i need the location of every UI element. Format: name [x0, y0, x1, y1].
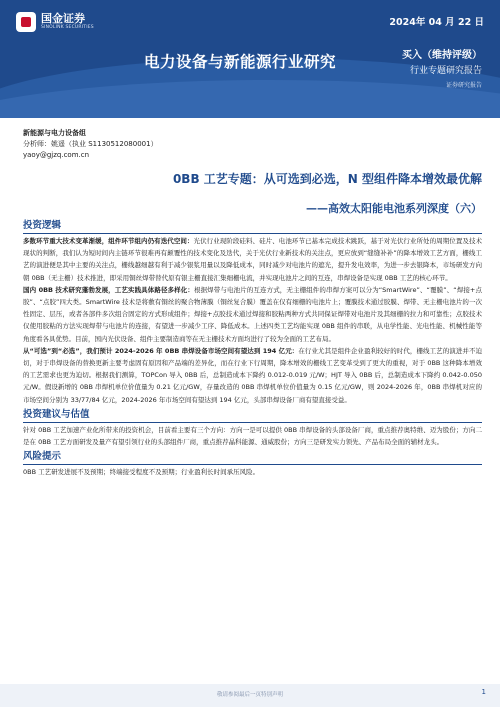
section-heading-risk: 风险提示 [23, 450, 482, 465]
logic-paragraph-3-lead: 从“可选”到“必选”，我们预计 2024-2026 年 0BB 串焊设备市场空间有望达到 194 亿元： [23, 346, 299, 355]
page-number: 1 [481, 688, 486, 696]
report-title: 0BB 工艺专题：从可选到必选，N 型组件降本增效最优解 [172, 172, 482, 186]
logic-paragraph-2-lead: 国内 0BB 技术研究蓬勃发展，工艺实践具体路径多样化： [23, 285, 194, 294]
footer-disclaimer: 敬请参阅最后一页特别声明 [216, 692, 283, 698]
report-subtitle: ——高效太阳能电池系列深度（六） [306, 202, 482, 215]
research-group: 新能源与电力设备组 [23, 129, 86, 137]
risk-paragraph: 0BB 工艺研发进展不及预期；终端接受程度不及预期；行业盈利长时间承压风险。 [23, 468, 260, 477]
logic-paragraph-1 [23, 235, 482, 284]
author-info [23, 128, 158, 161]
report-department: 证券研究报告 [445, 82, 482, 89]
logic-paragraph-2 [23, 284, 482, 345]
report-type: 行业专题研究报告 [409, 66, 482, 76]
logic-paragraph-1-lead: 多数环节重大技术变革渐缓，组件环节组内仍有迭代空间： [23, 237, 194, 245]
logo-name-cn: 国金证券 [41, 12, 85, 25]
logic-paragraph-3-text: 在行业尤其是组件企业盈利较好的时代，栅线工艺的演进并不迫切，对于串焊设备的替换更新主要考虑固有原因和产品端的差异化，而在行业下行周期，降本增效的栅线工艺变革受到了更大的重视，对于 0BB 这种降本增效的工艺需求也更为迫切。根据我们测算，TOPCon 导入 0BB 后，总制造成本下降约 0.012-0.019 元/W；HJT 导入 0BB 后，总制造成本下降约 0.042-0.050 元/W。假设新增的 0BB 串焊机单位价值量为 0.21 亿元/GW，存量改造的 0BB 串焊机单位价值量为 0.15 亿元/GW，则 2024-2026 年，0BB 串焊机对应的市场空间分别为 33/77/84 亿元，2024-2026 年市场空间有望达到 194 亿元，头部串焊设备厂商有望直接受益。 [23, 346, 483, 404]
logic-paragraph-2-text: 根据焊带与电池片的互连方式，无主栅组件的串焊方案可以分为“SmartWire”、“覆膜”、“焊接+点胶”、“点胶”四大类。SmartWire 技术是将敷有铜丝的聚合物薄膜（铜丝复合膜）覆盖在仅有细栅的电池片上；覆膜技术通过胶膜、焊带、无主栅电池片的一次性固定、层压，或者各部件多次组合固定的方式形成组件；焊接+点胶技术通过焊接和胶粘两种方式共同保证焊带对电池片及其细栅的拉力和可靠性；点胶技术仅使用胶粘的方法实现焊带与电池片的连接，有望进一步减少工序、降低成本。上述四类工艺均能实现 0BB 组件的串联，从电学性能、光电性能、机械性能等角度看各具优势。目前，国内光伏设备、组件主要制造商等在无主栅技术方面均进行了较为全面的工艺布局。 [23, 285, 482, 343]
logo-mark-icon [16, 12, 36, 32]
report-body [23, 219, 482, 478]
industry-title: 电力设备与新能源行业研究 [144, 53, 337, 71]
logic-paragraph-1-text: 光伏行业现阶段硅料、硅片、电池环节已基本完成技术跳跃，基于对光伏行业所处的周期位置及技术现状的判断，我们认为短时间内主链环节很难再有颠覆性的技术变化及迭代，关于光伏行业新技术的关注点，更应放到“缝缝补补”的降本增效工艺方面，栅线工艺的演进便是其中主要的关注点，栅线越细越有利于减少银浆用量以及降低成本，同时减少对电池片的遮光，提升发电效率，为进一步去银降本，市场研发方向朝 0BB（无主栅）技术推进，即采用铜丝焊带替代原有银主栅直接汇集细栅电流，并实现电池片之间的互连，串焊设备是实现 0BB 工艺的核心环节。 [23, 237, 483, 282]
advice-paragraph: 针对 0BB 工艺加速产业化所带来的投资机会，目前看主要有三个方向：方向一是可以提供 0BB 串焊设备的头部设备厂商，重点推荐奥特维、迈为股份；方向二是在 0BB 工艺方面研发及量产有望引领行业的头部组件厂商，重点推荐晶科能源、通威股份；方向三是研发实力领先、产品布局全面的辅材龙头。 [23, 425, 482, 447]
analyst-name: 分析师：姚遥（执业 S1130512080001） [23, 140, 158, 148]
report-banner [0, 0, 500, 118]
logo-name-en: SINOLINK SECURITIES [41, 25, 94, 30]
rating-badge: 买入（维持评级） [402, 50, 482, 61]
section-heading-logic: 投资逻辑 [23, 219, 482, 234]
report-date: 2024年 04 月 22 日 [389, 17, 484, 28]
logic-paragraph-3 [23, 345, 482, 406]
company-logo [16, 12, 94, 32]
analyst-email[interactable]: yaoy@gjzq.com.cn [23, 151, 90, 159]
section-heading-advice: 投资建议与估值 [23, 408, 482, 423]
